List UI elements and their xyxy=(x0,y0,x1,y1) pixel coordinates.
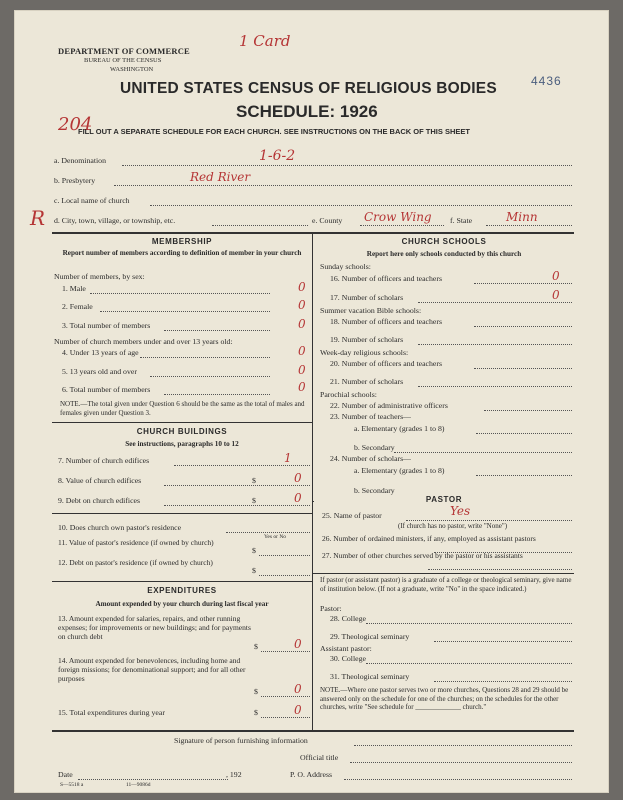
q17-line xyxy=(418,302,572,303)
form-title: UNITED STATES CENSUS OF RELIGIOUS BODIES xyxy=(120,80,497,97)
county-label: e. County xyxy=(312,216,343,225)
county-line xyxy=(360,225,444,226)
signature-label: Signature of person furnishing information xyxy=(174,736,308,745)
date-line xyxy=(78,779,228,780)
building-line xyxy=(164,505,310,506)
section-rule xyxy=(52,581,312,582)
local-name-line xyxy=(150,205,572,206)
city-name: WASHINGTON xyxy=(110,66,154,73)
census-schedule-sheet xyxy=(14,10,609,793)
q13-line xyxy=(261,651,310,652)
q29-label: 29. Theological seminary xyxy=(330,632,410,641)
q15-label: 15. Total expenditures during year xyxy=(58,708,165,717)
member-value: 0 xyxy=(298,363,306,377)
top-rule xyxy=(52,232,574,234)
member-value: 0 xyxy=(298,298,306,312)
print-code: 11—9086d xyxy=(126,782,151,788)
building-value: 0 xyxy=(294,491,302,505)
denomination-value: 1-6-2 xyxy=(259,148,296,164)
annotation-number: 204 xyxy=(58,114,93,135)
dollar-sign: $ xyxy=(252,496,256,505)
section-rule xyxy=(52,422,312,423)
q25-line xyxy=(406,520,572,521)
q20-line xyxy=(474,368,572,369)
q14-value: 0 xyxy=(294,682,302,696)
q10-label: 10. Does church own pastor's residence xyxy=(58,523,182,532)
pastor-sub-label: Pastor: xyxy=(320,604,342,613)
q21-line xyxy=(418,386,572,387)
q19-line xyxy=(418,344,572,345)
q22-line xyxy=(484,410,572,411)
pastor-heading: PASTOR xyxy=(314,495,574,504)
member-label: 3. Total number of members xyxy=(62,321,151,330)
q23a-line xyxy=(476,433,572,434)
signature-line xyxy=(354,745,572,746)
building-line xyxy=(164,485,310,486)
bottom-rule xyxy=(52,730,574,732)
presbytery-label: b. Presbytery xyxy=(54,176,96,185)
city-mark: R xyxy=(30,206,46,230)
schools-subheading: Report here only schools conducted by this church xyxy=(366,250,522,258)
city-line xyxy=(212,225,308,226)
q21-label: 21. Number of scholars xyxy=(330,377,404,386)
q25-label: 25. Name of pastor xyxy=(322,511,382,520)
denomination-line xyxy=(122,165,572,166)
q30-label: 30. College xyxy=(330,654,366,663)
q12-line xyxy=(259,575,310,576)
q18-line xyxy=(474,326,572,327)
pastor-note: NOTE.—Where one pastor serves two or more churches, Questions 28 and 29 should be answered only on the schedule for one of the churches; on the schedules for the other churches, write "See schedule for _____________ church." xyxy=(320,686,569,711)
q31-label: 31. Theological seminary xyxy=(330,672,410,681)
building-label: 8. Value of church edifices xyxy=(58,476,142,485)
po-address-line xyxy=(344,779,572,780)
q23b-line xyxy=(394,452,572,453)
presbytery-value: Red River xyxy=(190,170,251,184)
q24a-line xyxy=(476,475,572,476)
q30-line xyxy=(366,663,572,664)
center-divider xyxy=(312,232,313,730)
q23a-label: a. Elementary (grades 1 to 8) xyxy=(354,424,445,433)
building-value: 1 xyxy=(284,451,292,465)
q22-label: 22. Number of administrative officers xyxy=(330,401,448,410)
county-value: Crow Wing xyxy=(364,210,432,224)
q24a-label: a. Elementary (grades 1 to 8) xyxy=(354,466,445,475)
dollar-sign: $ xyxy=(254,642,258,651)
q13-label: 13. Amount expended for salaries, repairs, and other running expenses; for improvements or new buildings; and for payments on church debt xyxy=(58,614,251,641)
member-label: 5. 13 years old and over xyxy=(62,367,137,376)
date-label: Date xyxy=(58,770,73,779)
q23b-label: b. Secondary xyxy=(354,443,395,452)
schedule-title: SCHEDULE: 1926 xyxy=(236,102,378,121)
member-value: 0 xyxy=(298,344,306,358)
department-name: DEPARTMENT OF COMMERCE xyxy=(58,46,190,56)
instruction-line: FILL OUT A SEPARATE SCHEDULE FOR EACH CHURCH. SEE INSTRUCTIONS ON THE BACK OF THIS SHEET xyxy=(78,127,470,136)
q17-label: 17. Number of scholars xyxy=(330,293,404,302)
bureau-name: BUREAU OF THE CENSUS xyxy=(84,57,162,64)
member-line xyxy=(150,376,270,377)
q13-value: 0 xyxy=(294,637,302,651)
building-label: 7. Number of church edifices xyxy=(58,456,150,465)
q15-line xyxy=(261,717,310,718)
member-line xyxy=(140,357,270,358)
building-value: 0 xyxy=(294,471,302,485)
q20-label: 20. Number of officers and teachers xyxy=(330,359,443,368)
q12-label: 12. Debt on pastor's residence (if owned by church) xyxy=(58,558,213,567)
dollar-sign: $ xyxy=(252,566,256,575)
q24-label: 24. Number of scholars— xyxy=(330,454,411,463)
member-line xyxy=(100,311,270,312)
dollar-sign: $ xyxy=(254,708,258,717)
parochial-label: Parochial schools: xyxy=(320,390,377,399)
q27-label: 27. Number of other churches served by the pastor or his assistants xyxy=(322,551,523,560)
state-label: f. State xyxy=(450,216,473,225)
q17-value: 0 xyxy=(552,288,560,302)
state-value: Minn xyxy=(506,210,538,224)
member-line xyxy=(164,330,270,331)
official-title-label: Official title xyxy=(300,753,339,762)
member-value: 0 xyxy=(298,380,306,394)
q23-label: 23. Number of teachers— xyxy=(330,412,411,421)
member-line xyxy=(164,394,270,395)
q16-value: 0 xyxy=(552,269,560,283)
official-title-line xyxy=(350,762,572,763)
section-rule xyxy=(313,573,574,574)
q15-value: 0 xyxy=(294,703,302,717)
dollar-sign: $ xyxy=(252,476,256,485)
dollar-sign: $ xyxy=(252,546,256,555)
local-name-label: c. Local name of church xyxy=(54,196,130,205)
schools-heading: CHURCH SCHOOLS xyxy=(401,237,487,246)
q25-note: (If church has no pastor, write "None") xyxy=(398,522,508,530)
year-label: , 192 xyxy=(226,770,242,779)
q31-line xyxy=(434,681,572,682)
expenditures-heading: EXPENDITURES xyxy=(147,586,217,595)
building-label: 9. Debt on church edifices xyxy=(58,496,141,505)
q19-label: 19. Number of scholars xyxy=(330,335,404,344)
po-address-label: P. O. Address xyxy=(290,770,333,779)
buildings-heading: CHURCH BUILDINGS xyxy=(136,427,228,436)
membership-heading: MEMBERSHIP xyxy=(151,237,213,246)
member-label: 2. Female xyxy=(62,302,93,311)
q29-line xyxy=(434,641,572,642)
expenditures-subheading: Amount expended by your church during last fiscal year xyxy=(95,600,269,608)
q28-label: 28. College xyxy=(330,614,366,623)
form-code: S—5518 a xyxy=(60,782,84,788)
q25-value: Yes xyxy=(450,504,471,518)
membership-subheading: Report number of members according to definition of member in your church xyxy=(62,249,302,257)
by-sex-label: Number of members, by sex: xyxy=(54,272,145,281)
presbytery-line xyxy=(114,185,572,186)
sunday-label: Sunday schools: xyxy=(320,262,371,271)
buildings-subheading: See instructions, paragraphs 10 to 12 xyxy=(125,440,239,448)
q14-label: 14. Amount expended for benevolences, including home and foreign missions; for denominational support; and for all other purposes xyxy=(58,656,246,683)
stamp-number: 4436 xyxy=(531,74,562,88)
member-line xyxy=(90,293,270,294)
state-line xyxy=(486,225,572,226)
yes-no-hint: Yes or No xyxy=(264,534,287,540)
member-value: 0 xyxy=(298,280,306,294)
annotation-card: 1 Card xyxy=(239,32,291,50)
q26-label: 26. Number of ordained ministers, if any, employed as assistant pastors xyxy=(322,534,536,543)
member-label: 6. Total number of members xyxy=(62,385,151,394)
q24b-label: b. Secondary xyxy=(354,486,395,495)
assistant-label: Assistant pastor: xyxy=(320,644,372,653)
denomination-label: a. Denomination xyxy=(54,156,106,165)
building-line xyxy=(174,465,310,466)
member-label: 1. Male xyxy=(62,284,86,293)
q28-line xyxy=(366,623,572,624)
section-rule xyxy=(52,513,312,514)
q16-label: 16. Number of officers and teachers xyxy=(330,274,443,283)
age-label: Number of church members under and over 13 years old: xyxy=(54,337,233,346)
vacation-label: Summer vacation Bible schools: xyxy=(320,306,422,315)
q27-line xyxy=(428,569,572,570)
q16-line xyxy=(474,283,572,284)
membership-note: NOTE.—The total given under Question 6 should be the same as the total of males and females given under Question 3. xyxy=(60,400,305,417)
weekday-label: Week-day religious schools: xyxy=(320,348,409,357)
member-value: 0 xyxy=(298,317,306,331)
q11-label: 11. Value of pastor's residence (if owned by church) xyxy=(58,538,214,547)
q11-line xyxy=(259,555,310,556)
college-intro: If pastor (or assistant pastor) is a graduate of a college or theological seminary, give name of institution below. (If not a graduate, write "No" in the space indicated.) xyxy=(320,576,572,593)
q14-line xyxy=(261,696,310,697)
dollar-sign: $ xyxy=(254,687,258,696)
q10-line xyxy=(226,532,310,533)
q18-label: 18. Number of officers and teachers xyxy=(330,317,443,326)
member-label: 4. Under 13 years of age xyxy=(62,348,139,357)
city-label: d. City, town, village, or township, etc. xyxy=(54,216,176,225)
